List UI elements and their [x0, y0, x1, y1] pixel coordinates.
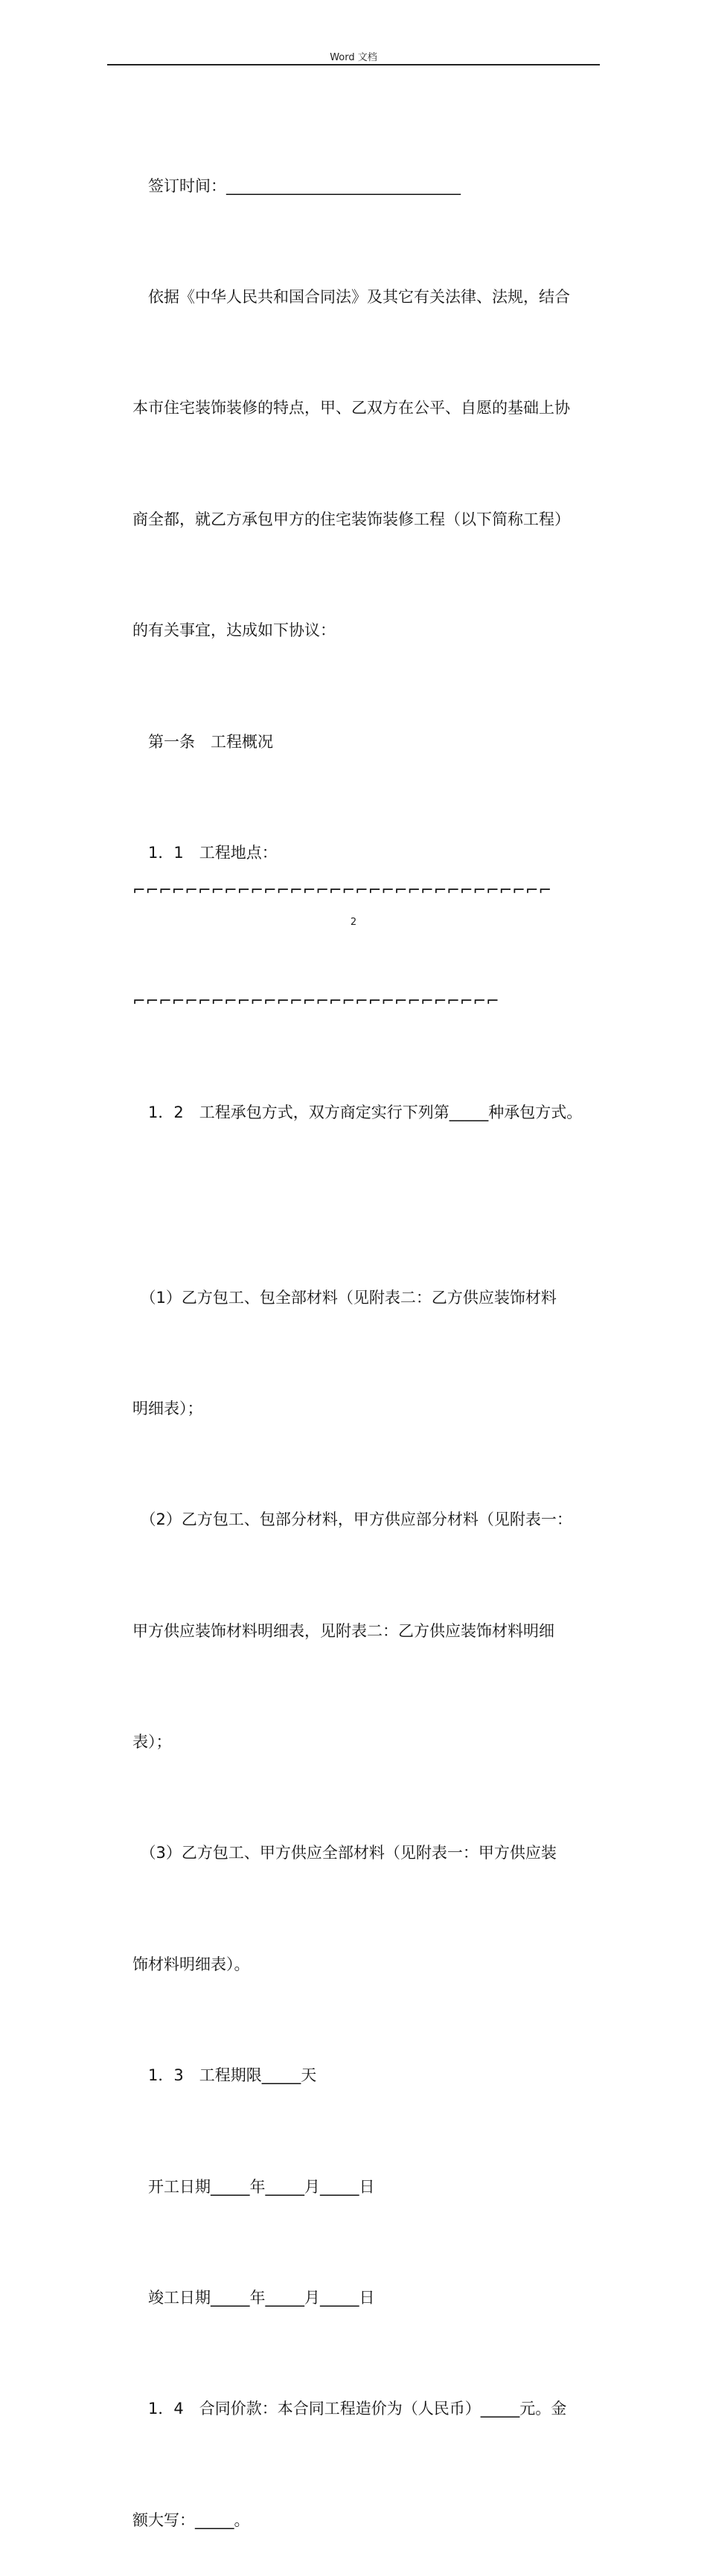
- text-line: 商全都，就乙方承包甲方的住宅装饰装修工程（以下简称工程）: [132, 510, 570, 528]
- text-line: 表）；: [132, 1733, 172, 1752]
- text-line: 签订时间：______________________________: [132, 176, 461, 195]
- header-divider: [107, 64, 600, 65]
- text-line: 依据《中华人民共和国合同法》及其它有关法律、法规，结合: [132, 287, 570, 306]
- page-header: Word 文档: [330, 52, 377, 63]
- text-line: 本市住宅装饰装修的特点，甲、乙双方在公平、自愿的基础上协: [132, 399, 570, 417]
- text-line: （3）乙方包工、甲方供应全部材料（见附表一：甲方供应装: [132, 1844, 557, 1862]
- text-line: （1）乙方包工、包全部材料（见附表二：乙方供应装饰材料: [132, 1288, 557, 1307]
- text-line: （2）乙方包工、包部分材料，甲方供应部分材料（见附表一：: [132, 1510, 572, 1529]
- text-line: 甲方供应装饰材料明细表，见附表二：乙方供应装饰材料明细: [132, 1621, 554, 1640]
- text-line: 的有关事宜，达成如下协议：: [132, 621, 336, 640]
- text-line: 饰材料明细表）。: [132, 1955, 250, 1973]
- text-line: 1．2 工程承包方式，双方商定实行下列第_____种承包方式。: [132, 1103, 583, 1121]
- section-heading: 第一条 工程概况: [132, 732, 273, 751]
- text-line: 1．1 工程地点：⌐⌐⌐⌐⌐⌐⌐⌐⌐⌐⌐⌐⌐⌐⌐⌐⌐⌐⌐⌐⌐⌐⌐⌐⌐⌐⌐⌐⌐⌐⌐⌐: [132, 843, 552, 899]
- text-line: 额大写：_____。: [132, 2511, 250, 2529]
- text-line: 1．4 合同价款：本合同工程造价为（人民币）_____元。金: [132, 2400, 567, 2418]
- text-line: 1．3 工程期限_____天: [132, 2066, 317, 2085]
- document-body: [132, 94, 601, 2576]
- text-line: 竣工日期_____年_____月_____日: [132, 2289, 375, 2307]
- page-number: 2: [350, 917, 357, 928]
- text-line: ⌐⌐⌐⌐⌐⌐⌐⌐⌐⌐⌐⌐⌐⌐⌐⌐⌐⌐⌐⌐⌐⌐⌐⌐⌐⌐⌐⌐: [132, 992, 499, 1010]
- text-line: 开工日期_____年_____月_____日: [132, 2177, 375, 2196]
- text-line: 明细表）；: [132, 1399, 203, 1417]
